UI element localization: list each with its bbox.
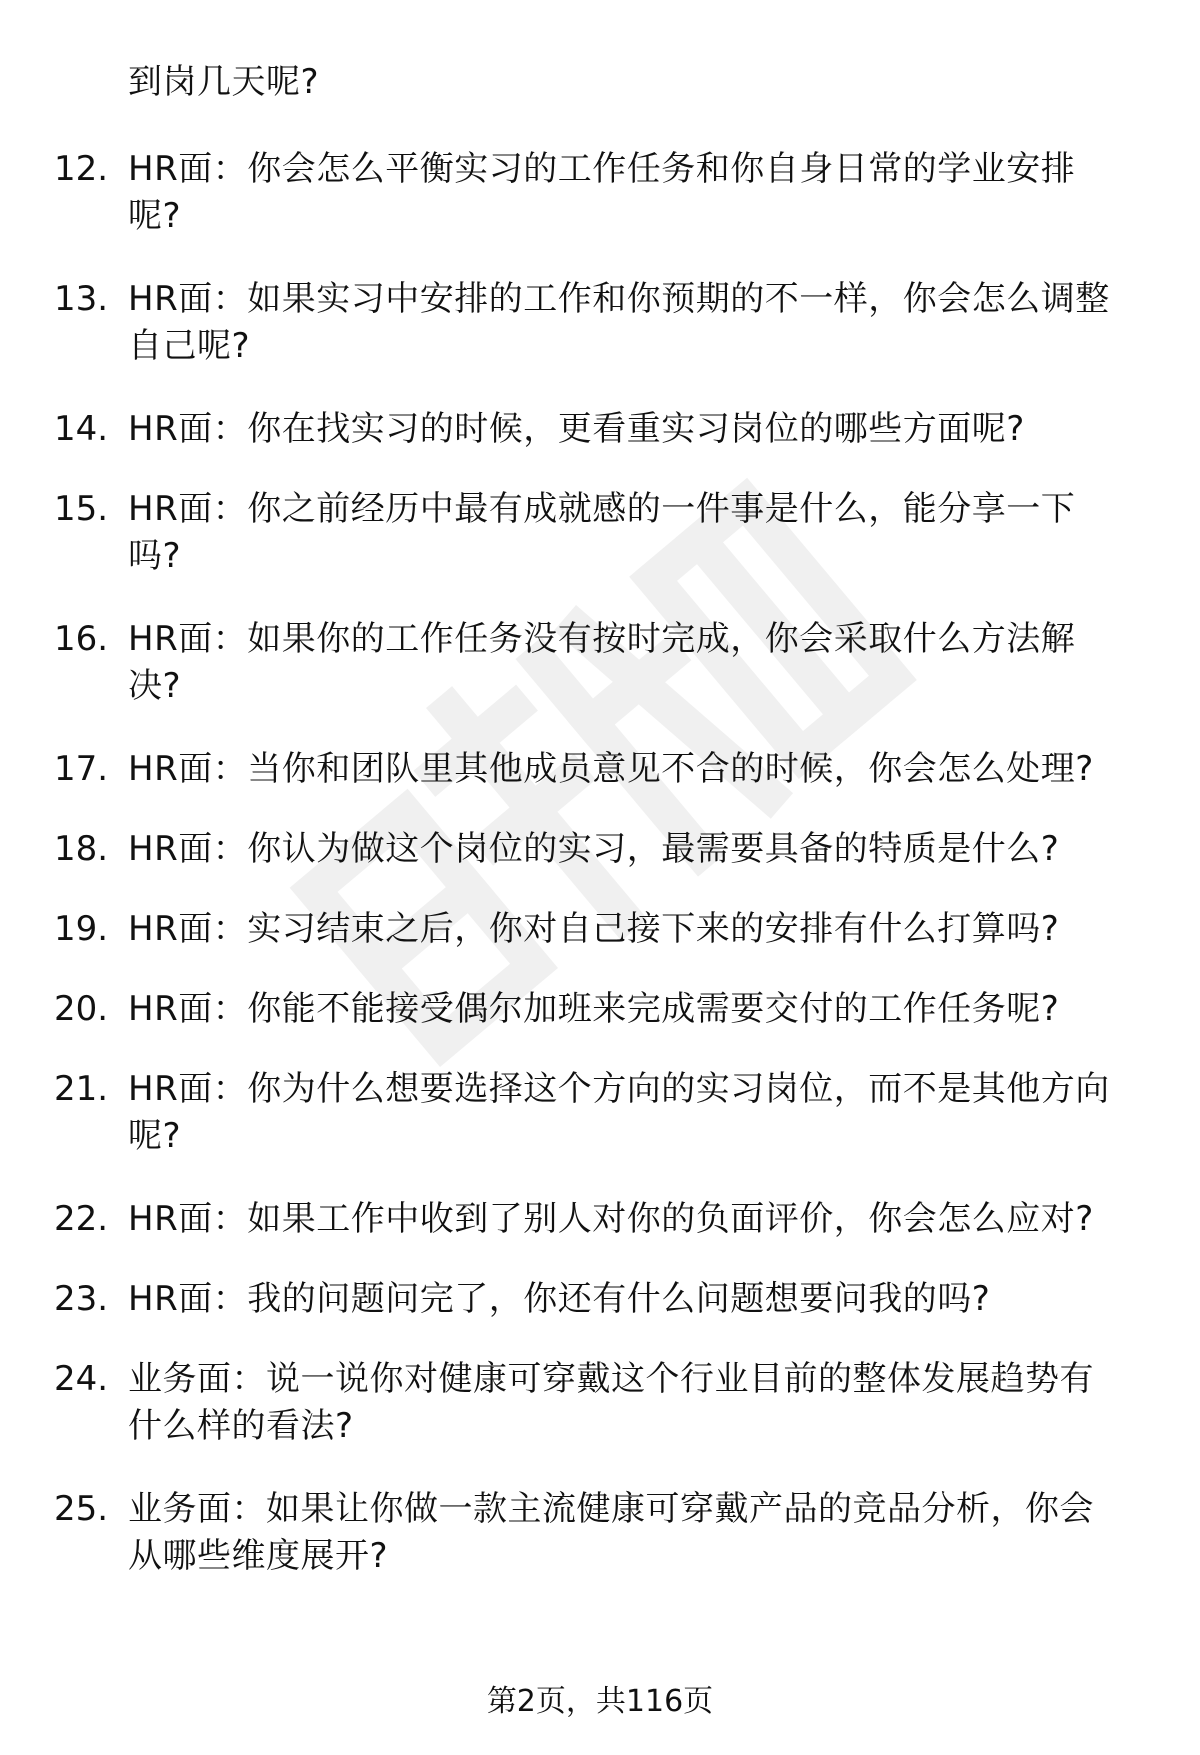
question-number: 12. bbox=[54, 149, 109, 189]
question-text-line: 从哪些维度展开? bbox=[128, 1536, 389, 1576]
question-text-line: HR面：我的问题问完了，你还有什么问题想要问我的吗? bbox=[128, 1279, 991, 1319]
question-text-line: 业务面：说一说你对健康可穿戴这个行业目前的整体发展趋势有 bbox=[128, 1359, 1094, 1399]
question-text-line: HR面：你会怎么平衡实习的工作任务和你自身日常的学业安排 bbox=[128, 149, 1076, 189]
question-number: 20. bbox=[54, 989, 109, 1029]
question-number: 21. bbox=[54, 1069, 109, 1109]
question-text-line: 业务面：如果让你做一款主流健康可穿戴产品的竞品分析，你会 bbox=[128, 1489, 1094, 1529]
question-text-line: 吗? bbox=[128, 536, 182, 576]
question-text-line: HR面：如果你的工作任务没有按时完成，你会采取什么方法解 bbox=[128, 619, 1076, 659]
page-footer: 第2页，共116页 bbox=[486, 1684, 714, 1719]
question-number: 15. bbox=[54, 489, 109, 529]
question-number: 23. bbox=[54, 1279, 109, 1319]
question-text-line: 自己呢? bbox=[128, 326, 251, 366]
question-number: 18. bbox=[54, 829, 109, 869]
question-text-line: HR面：你之前经历中最有成就感的一件事是什么，能分享一下 bbox=[128, 489, 1076, 529]
question-text-line: 什么样的看法? bbox=[128, 1406, 354, 1446]
question-number: 16. bbox=[54, 619, 109, 659]
question-number: 25. bbox=[54, 1489, 109, 1529]
question-text-line: HR面：你认为做这个岗位的实习，最需要具备的特质是什么? bbox=[128, 829, 1060, 869]
question-number: 24. bbox=[54, 1359, 109, 1399]
question-text-line: HR面：你能不能接受偶尔加班来完成需要交付的工作任务呢? bbox=[128, 989, 1060, 1029]
question-number: 22. bbox=[54, 1199, 109, 1239]
continuation-text: 到岗几天呢? bbox=[128, 62, 320, 102]
question-text-line: 呢? bbox=[128, 196, 182, 236]
question-text-line: HR面：当你和团队里其他成员意见不合的时候，你会怎么处理? bbox=[128, 749, 1094, 789]
question-number: 13. bbox=[54, 279, 109, 319]
question-text-line: 决? bbox=[128, 666, 182, 706]
question-text-line: HR面：如果工作中收到了别人对你的负面评价，你会怎么应对? bbox=[128, 1199, 1094, 1239]
question-text-line: 呢? bbox=[128, 1116, 182, 1156]
question-number: 19. bbox=[54, 909, 109, 949]
question-text-line: HR面：实习结束之后，你对自己接下来的安排有什么打算吗? bbox=[128, 909, 1060, 949]
question-text-line: HR面：如果实习中安排的工作和你预期的不一样，你会怎么调整 bbox=[128, 279, 1110, 319]
question-number: 14. bbox=[54, 409, 109, 449]
question-text-line: HR面：你在找实习的时候，更看重实习岗位的哪些方面呢? bbox=[128, 409, 1025, 449]
question-number: 17. bbox=[54, 749, 109, 789]
question-text-line: HR面：你为什么想要选择这个方向的实习岗位，而不是其他方向 bbox=[128, 1069, 1110, 1109]
